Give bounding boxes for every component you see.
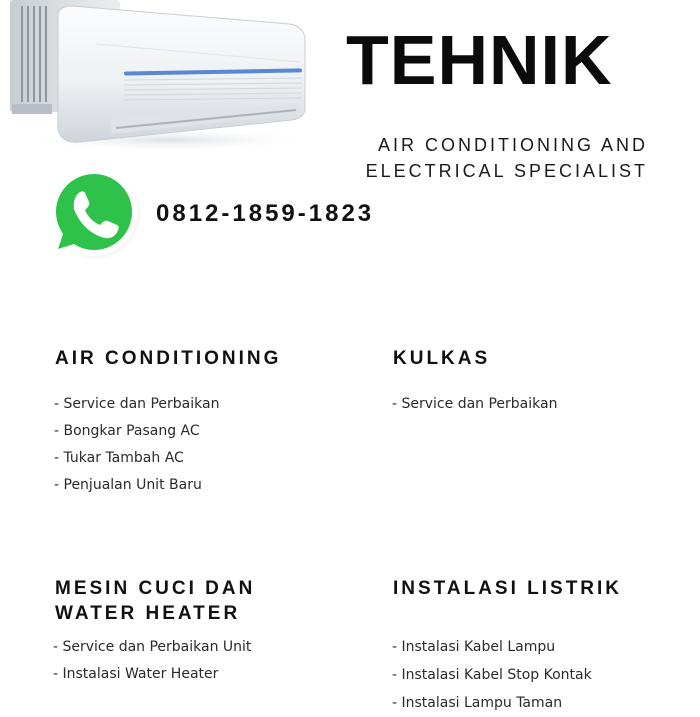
list-item: - Bongkar Pasang AC — [54, 423, 200, 439]
tagline-line-2: ELECTRICAL SPECIALIST — [365, 161, 648, 181]
list-item: - Penjualan Unit Baru — [54, 477, 202, 493]
tagline — [330, 132, 648, 184]
whatsapp-icon — [46, 164, 142, 264]
air-conditioner-image — [0, 0, 315, 150]
section-title-line-1: MESIN CUCI DAN — [55, 578, 256, 599]
list-item: - Service dan Perbaikan — [392, 396, 558, 412]
section-title: KULKAS — [393, 348, 491, 369]
section-mesin-cuci — [55, 576, 355, 688]
tagline-line-1: AIR CONDITIONING AND — [377, 135, 648, 155]
list-item: - Service dan Perbaikan Unit — [53, 639, 252, 655]
list-item: - Tukar Tambah AC — [54, 450, 184, 466]
list-item: - Instalasi Kabel Stop Kontak — [392, 667, 592, 683]
section-air-conditioning — [55, 346, 355, 499]
service-list — [392, 633, 693, 717]
list-item: - Instalasi Kabel Lampu — [392, 639, 556, 655]
section-kulkas — [393, 346, 673, 418]
service-list — [392, 391, 673, 418]
list-item: - Instalasi Lampu Taman — [392, 695, 563, 711]
list-item: - Service dan Perbaikan — [54, 396, 220, 412]
list-item: - Instalasi Water Heater — [53, 666, 219, 682]
service-list — [54, 391, 355, 499]
service-list — [53, 634, 355, 688]
section-title: INSTALASI LISTRIK — [393, 578, 623, 599]
section-title — [55, 576, 355, 626]
section-title: AIR CONDITIONING — [55, 348, 282, 369]
section-title-line-2: WATER HEATER — [55, 603, 241, 624]
section-instalasi-listrik — [393, 576, 693, 717]
phone-number: 0812-1859-1823 — [156, 200, 375, 227]
brand-title: TEHNIK — [346, 21, 613, 99]
